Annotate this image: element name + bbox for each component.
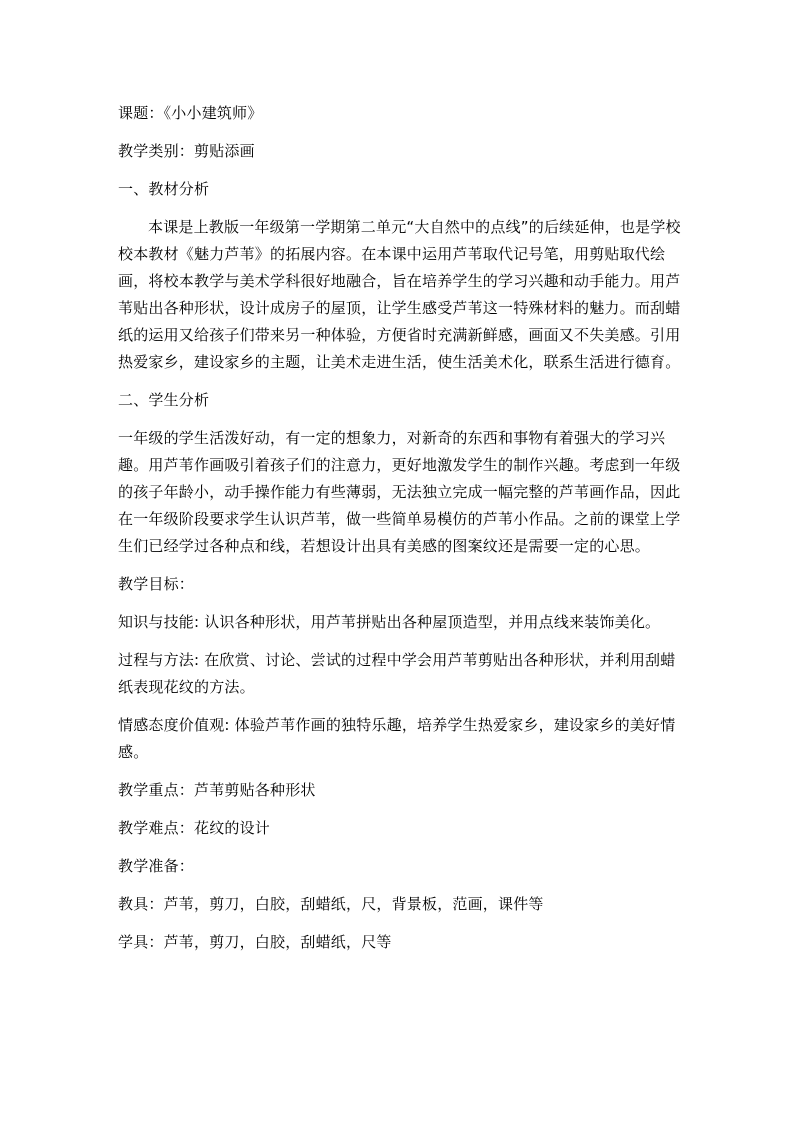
objective-knowledge-skills: 知识与技能: 认识各种形状，用芦苇拼贴出各种屋顶造型，并用点线来装饰美化。 [118, 613, 661, 631]
section-heading-materials: 一、教材分析 [118, 180, 210, 198]
objectives-heading: 教学目标： [118, 575, 195, 593]
lesson-category: 教学类别：剪贴添画 [118, 142, 255, 160]
lesson-title: 课题：《小小建筑师》 [118, 104, 263, 122]
student-tools: 学具：芦苇，剪刀，白胶，刮蜡纸，尺等 [118, 933, 392, 951]
teacher-tools: 教具：芦苇，剪刀，白胶，刮蜡纸，尺，背景板，范画，课件等 [118, 895, 544, 913]
teaching-difficulty: 教学难点：花纹的设计 [118, 819, 271, 837]
objective-process-methods: 过程与方法: 在欣赏、讨论、尝试的过程中学会用芦苇剪贴出各种形状，并利用刮蜡纸表现花纹的方法。 [118, 651, 676, 696]
students-analysis-paragraph: 一年级的学生活泼好动，有一定的想象力，对新奇的东西和事物有着强大的学习兴趣。用芦苇作画吸引着孩子们的注意力，更好地激发学生的制作兴趣。考虑到一年级的孩子年龄小，动手操作能力有些薄弱，无法独立完成一幅完整的芦苇画作品，因此在一年级阶段要求学生认识芦苇，做一些简单易模仿的芦苇小作品。之前的课堂上学生们已经学过各种点和线，若想设计出具有美感的图案纹还是需要一定的心思。 [118, 429, 681, 555]
preparation-heading: 教学准备： [118, 857, 195, 875]
objective-emotion-values: 情感态度价值观: 体验芦苇作画的独特乐趣，培养学生热爱家乡，建设家乡的美好情感。 [118, 716, 676, 761]
lesson-plan-body [118, 100, 690, 967]
materials-analysis-paragraph: 本课是上教版一年级第一学期第二单元“大自然中的点线”的后续延伸，也是学校校本教材《魅力芦苇》的拓展内容。在本课中运用芦苇取代记号笔，用剪贴取代绘画，将校本教学与美术学科很好地融合，旨在培养学生的学习兴趣和动手能力。用芦苇贴出各种形状，设计成房子的屋顶，让学生感受芦苇这一特殊材料的魅力。而刮蜡纸的运用又给孩子们带来另一种体验，方便省时充满新鲜感，画面又不失美感。引用热爱家乡，建设家乡的主题，让美术走进生活，使生活美术化，联系生活进行德育。 [118, 218, 681, 371]
section-heading-students: 二、学生分析 [118, 391, 210, 409]
teaching-key-point: 教学重点：芦苇剪贴各种形状 [118, 781, 316, 799]
